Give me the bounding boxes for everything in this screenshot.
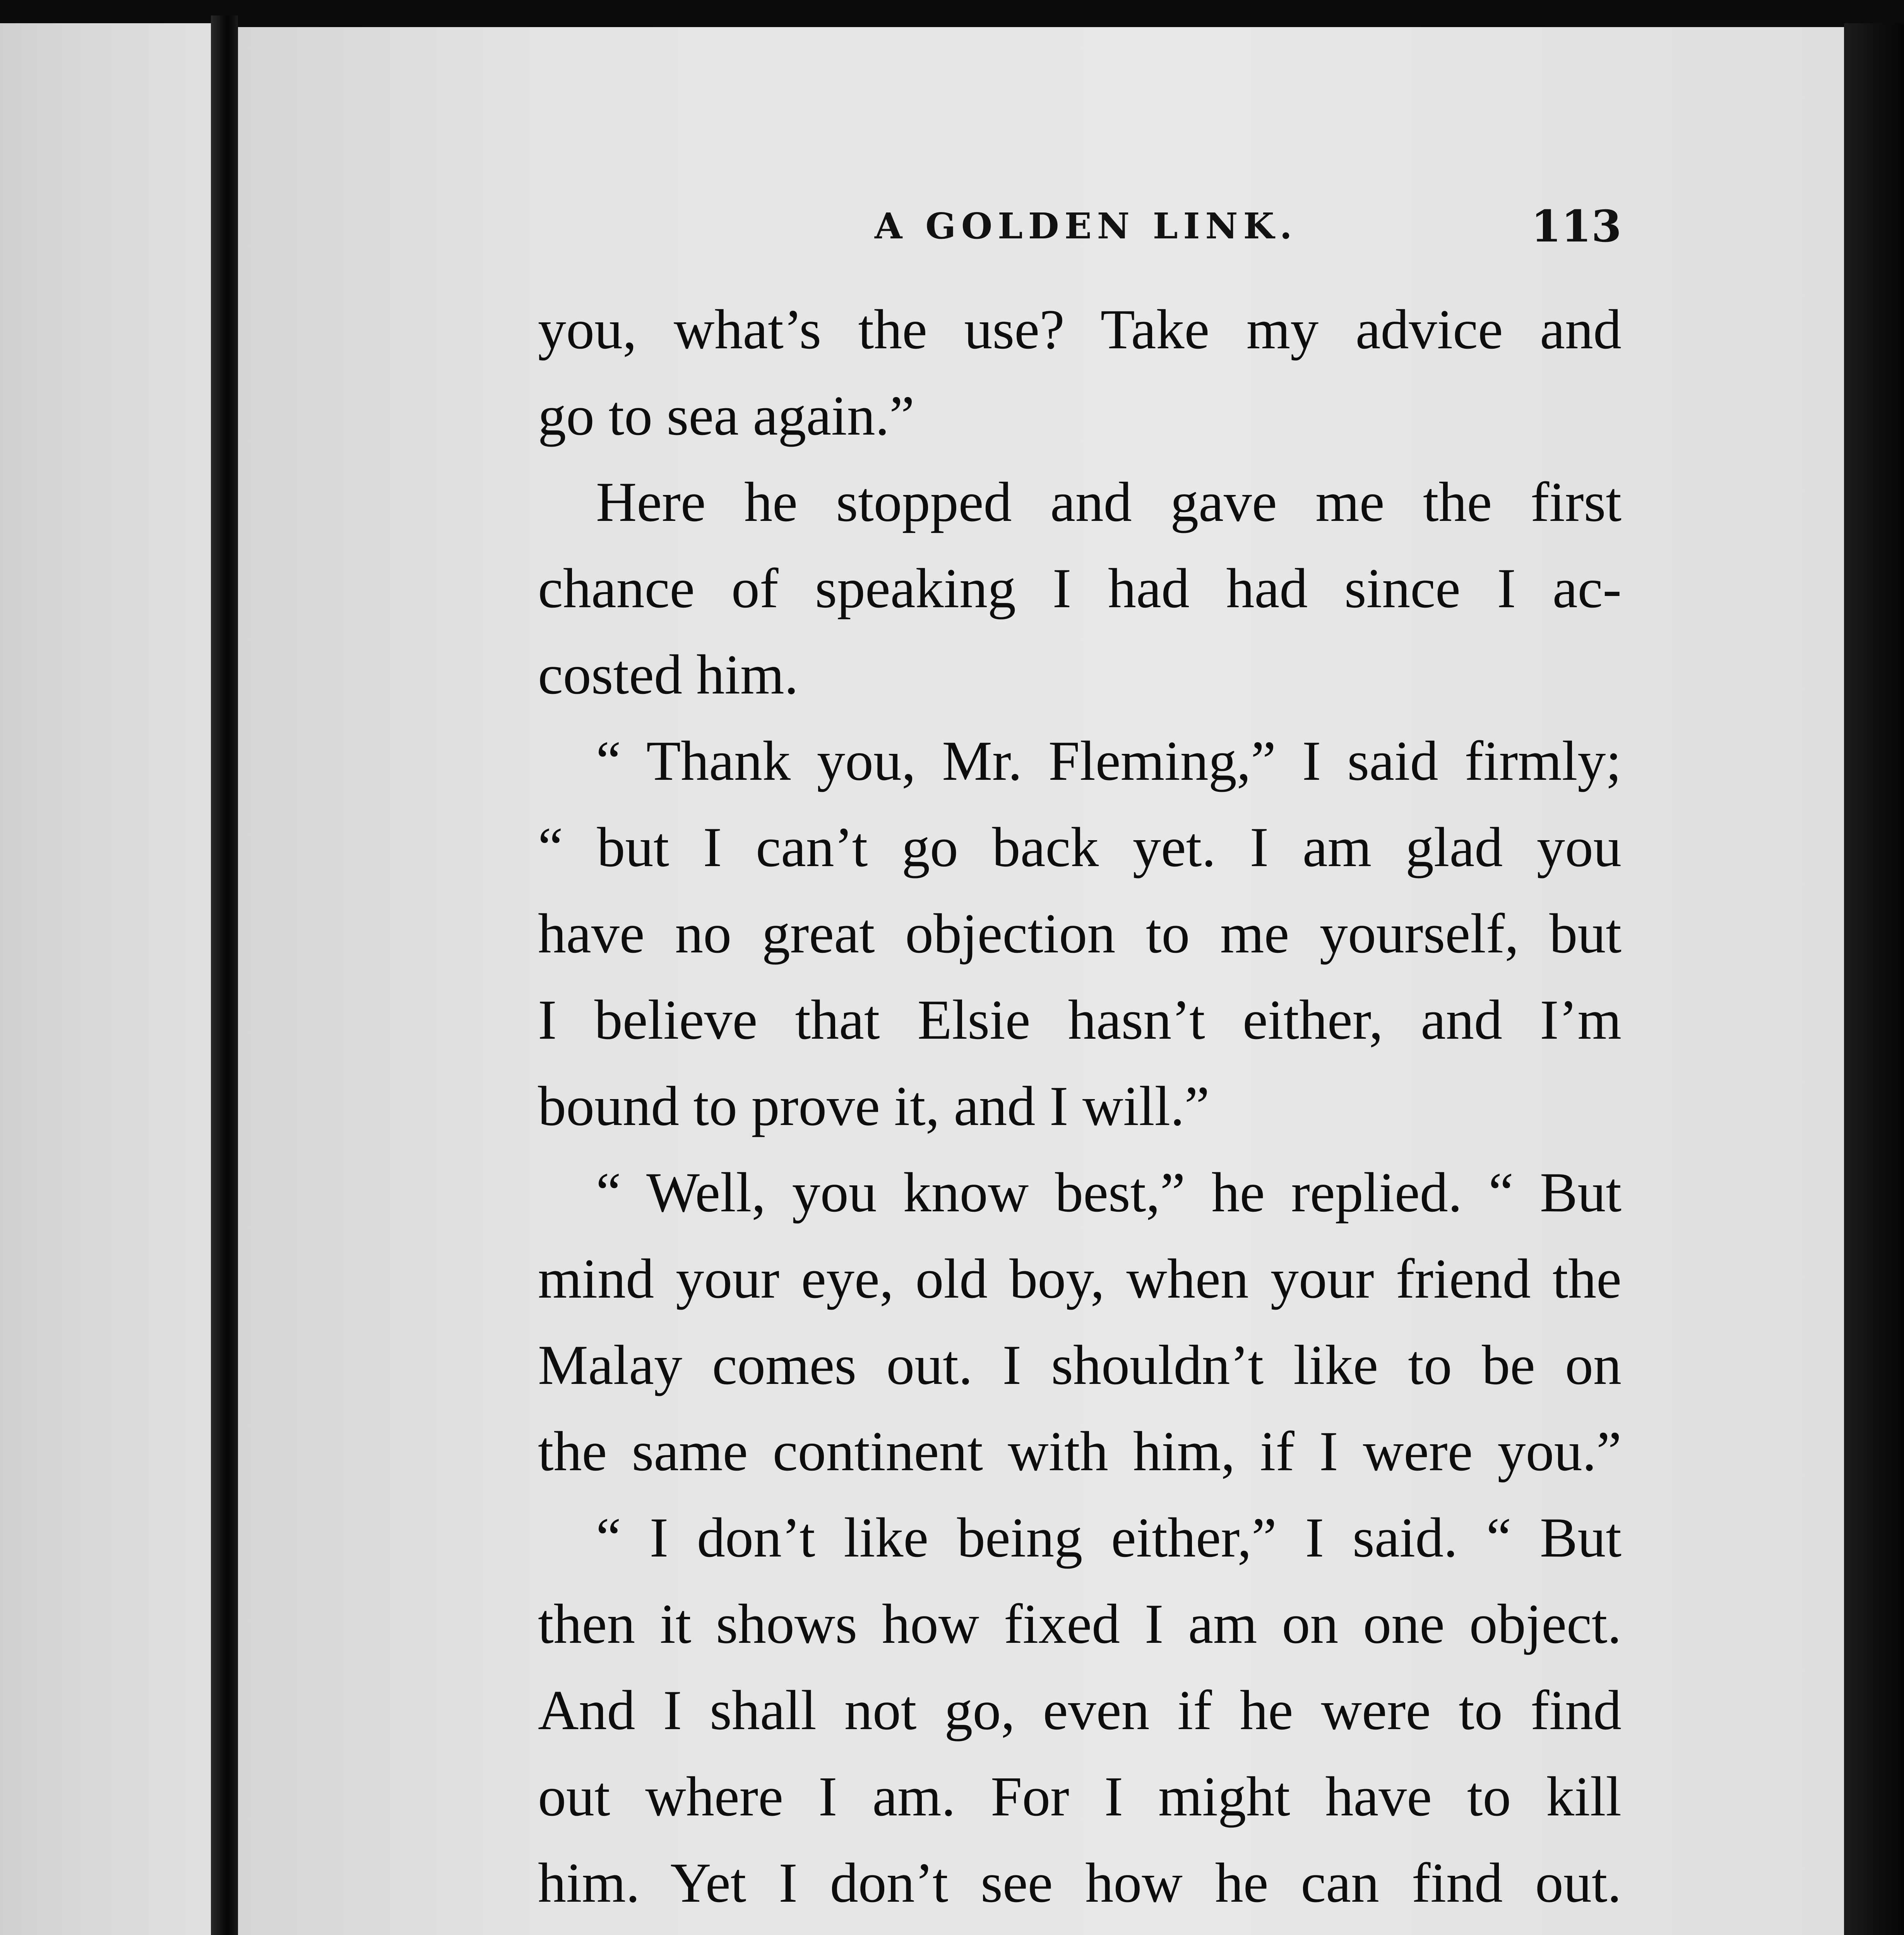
running-title: A GOLDEN LINK. [875, 205, 1298, 247]
text-line: him. Yet I don’t see how he can find out. [538, 1851, 1621, 1914]
facing-page-edge [0, 23, 211, 1935]
page-number: 113 [1531, 201, 1621, 252]
text-line: Malay comes out. I shouldn’t like to be on [538, 1334, 1621, 1396]
text-line: mind your eye, old boy, when your friend the [538, 1247, 1621, 1310]
text-line: Here he stopped and gave me the first [596, 471, 1621, 533]
text-line: “ but I can’t go back yet. I am glad you [538, 816, 1621, 878]
running-head [538, 201, 1621, 263]
text-line: And I shall not go, even if he were to find [538, 1679, 1621, 1742]
page-edge-shadow [1844, 23, 1904, 1935]
text-line: chance of speaking I had had since I ac- [538, 557, 1621, 620]
book-spine-shadow [211, 15, 238, 1935]
text-line: you, what’s the use? Take my advice and [538, 298, 1621, 361]
text-line: the same continent with him, if I were you.” [538, 1420, 1621, 1483]
text-line: “ I don’t like being either,” I said. “ But [596, 1506, 1621, 1569]
text-line: costed him. [538, 643, 799, 706]
text-line: I believe that Elsie hasn’t either, and I’m [538, 988, 1621, 1051]
text-line [538, 1926, 1621, 1935]
text-line: have no great objection to me yourself, but [538, 902, 1621, 965]
text-line: “ Well, you know best,” he replied. “ But [596, 1161, 1621, 1224]
text-line: bound to prove it, and I will.” [538, 1075, 1210, 1137]
text-line: go to sea again.” [538, 384, 914, 447]
text-line: out where I am. For I might have to kill [538, 1765, 1621, 1828]
text-line: then it shows how fixed I am on one object. [538, 1593, 1621, 1655]
text-line: “ Thank you, Mr. Fleming,” I said firmly; [596, 729, 1621, 792]
body-text [538, 286, 1621, 1935]
